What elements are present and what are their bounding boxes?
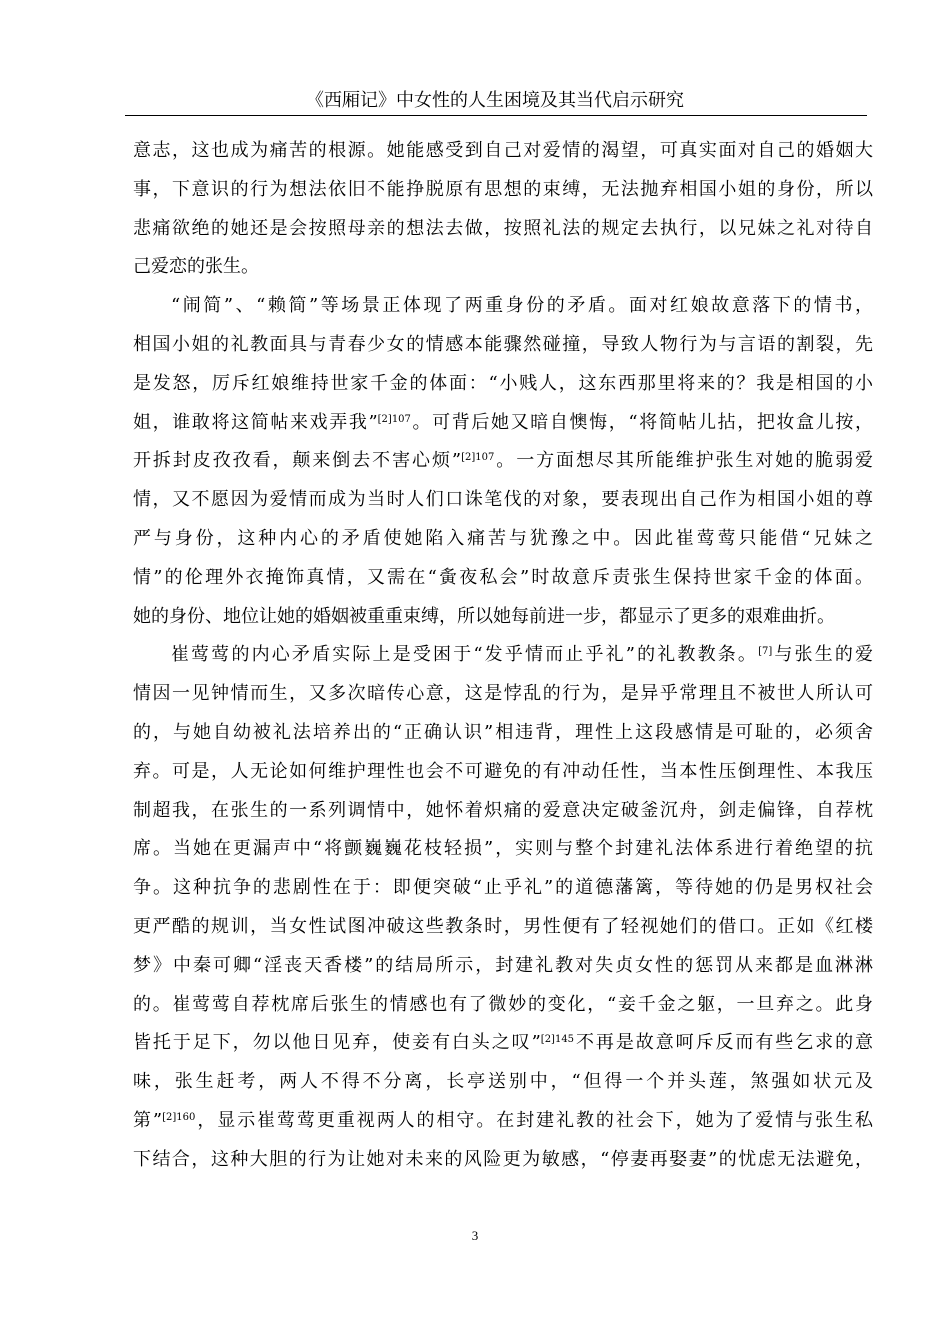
- text-segment: 皆托于足下，勿以他日见弃，使妾有白头之叹”: [133, 1032, 541, 1054]
- text-segment: 的，与她自幼被礼法培养出的“正确认识”相违背，理性上这段感情是可耻的，必须舍: [133, 721, 873, 743]
- text-segment: 严与身份，这种内心的矛盾使她陷入痛苦与犹豫之中。因此崔莺莺只能借“兄妹之: [133, 527, 873, 549]
- text-segment: 第”: [133, 1109, 163, 1131]
- text-segment: “闹简”、“赖简”等场景正体现了两重身份的矛盾。面对红娘故意落下的情书，: [171, 295, 873, 317]
- text-line: [133, 409, 873, 448]
- text-segment: 。一方面想尽其所能维护张生对她的脆弱爱: [494, 450, 874, 472]
- text-line: [133, 176, 873, 215]
- text-line: [133, 680, 873, 719]
- text-line: [133, 719, 873, 758]
- text-line: [133, 292, 873, 331]
- text-line: [133, 1146, 873, 1185]
- text-segment: ，显示崔莺莺更重视两人的相守。在封建礼教的社会下，她为了爱情与张生私: [195, 1109, 874, 1131]
- citation-marker: [2]145: [540, 1034, 575, 1046]
- citation-marker: [7]: [758, 646, 773, 658]
- citation-marker: [2]107: [461, 452, 495, 464]
- text-line: [133, 215, 873, 254]
- text-line: [133, 797, 873, 836]
- text-segment: 崔莺莺的内心矛盾实际上是受困于“发乎情而止乎礼”的礼教教条。: [171, 644, 759, 666]
- text-line: [133, 1029, 873, 1068]
- text-segment: 情，又不愿因为爱情而成为当时人们口诛笔伐的对象，要表现出自己作为相国小姐的尊: [133, 489, 873, 511]
- text-segment: 情”的伦理外衣掩饰真情，又需在“夤夜私会”时故意斥责张生保持世家千金的体面。: [133, 566, 873, 588]
- page-number: 3: [471, 1228, 479, 1243]
- header-rule: [125, 115, 867, 116]
- text-segment: 事，下意识的行为想法依旧不能挣脱原有思想的束缚，无法抛弃相国小姐的身份，所以: [133, 178, 873, 200]
- body-text: [133, 137, 873, 1185]
- text-line: [133, 913, 873, 952]
- text-line: [133, 1068, 873, 1107]
- text-segment: 与张生的爱: [772, 644, 874, 666]
- citation-marker: [2]107: [377, 413, 411, 425]
- text-segment: 席。当她在更漏声中“将颤巍巍花枝轻损”，实则与整个封建礼法体系进行着绝望的抗: [133, 838, 873, 860]
- text-line: [133, 564, 873, 603]
- text-segment: 梦》中秦可卿“淫丧天香楼”的结局所示，封建礼教对失贞女性的惩罚从来都是血淋淋: [133, 954, 873, 976]
- text-line: [133, 331, 873, 370]
- text-segment: 相国小姐的礼教面具与青春少女的情感本能骤然碰撞，导致人物行为与言语的割裂，先: [133, 333, 873, 355]
- text-line: [133, 486, 873, 525]
- text-line: [133, 641, 873, 680]
- text-segment: 开拆封皮孜孜看，颠来倒去不害心烦”: [133, 450, 462, 472]
- text-line: [133, 1107, 873, 1146]
- text-line: [133, 447, 873, 486]
- text-line: [133, 525, 873, 564]
- text-segment: 悲痛欲绝的她还是会按照母亲的想法去做，按照礼法的规定去执行，以兄妹之礼对待自: [133, 217, 873, 239]
- text-segment: 姐，谁敢将这简帖来戏弄我”: [133, 411, 378, 433]
- text-segment: 。可背后她又暗自懊悔，“将简帖儿拈，把妆盒儿按，: [410, 411, 874, 433]
- text-line: [133, 835, 873, 874]
- text-line: [133, 952, 873, 991]
- text-segment: 己爱恋的张生。: [133, 256, 259, 278]
- text-segment: 更严酷的规训，当女性试图冲破这些教条时，男性便有了轻视她们的借口。正如《红楼: [133, 915, 873, 937]
- text-segment: 她的身份、地位让她的婚姻被重重束缚，所以她每前进一步，都显示了更多的艰难曲折。: [133, 605, 835, 627]
- text-segment: 制超我，在张生的一系列调情中，她怀着炽痛的爱意决定破釜沉舟，剑走偏锋，自荐枕: [133, 799, 873, 821]
- text-line: [133, 991, 873, 1030]
- text-segment: 的。崔莺莺自荐枕席后张生的情感也有了微妙的变化，“妾千金之躯，一旦弃之。此身: [133, 993, 873, 1015]
- text-segment: 争。这种抗争的悲剧性在于：即便突破“止乎礼”的道德藩篱，等待她的仍是男权社会: [133, 877, 873, 899]
- text-line: [133, 253, 873, 292]
- running-header: 《西厢记》中女性的人生困境及其当代启示研究: [306, 90, 684, 111]
- text-line: [133, 603, 873, 642]
- text-line: [133, 137, 873, 176]
- text-segment: 意志，这也成为痛苦的根源。她能感受到自己对爱情的渴望，可真实面对自己的婚姻大: [133, 140, 873, 161]
- text-segment: 是发怒，厉斥红娘维持世家千金的体面：“小贱人，这东西那里将来的？我是相国的小: [133, 372, 873, 394]
- text-segment: 情因一见钟情而生，又多次暗传心意，这是悖乱的行为，是异乎常理且不被世人所认可: [133, 683, 873, 705]
- citation-marker: [2]160: [162, 1111, 196, 1123]
- text-line: [133, 874, 873, 913]
- text-segment: 下结合，这种大胆的行为让她对未来的风险更为敏感，“停妻再娶妻”的忧虑无法避免，: [133, 1148, 873, 1170]
- text-segment: 不再是故意呵斥反而有些乞求的意: [574, 1032, 874, 1054]
- text-line: [133, 370, 873, 409]
- text-line: [133, 758, 873, 797]
- text-segment: 味，张生赶考，两人不得不分离，长亭送别中，“但得一个并头莲，煞强如状元及: [133, 1071, 873, 1093]
- text-segment: 弃。可是，人无论如何维护理性也会不可避免的有冲动任性，当本性压倒理性、本我压: [133, 760, 873, 782]
